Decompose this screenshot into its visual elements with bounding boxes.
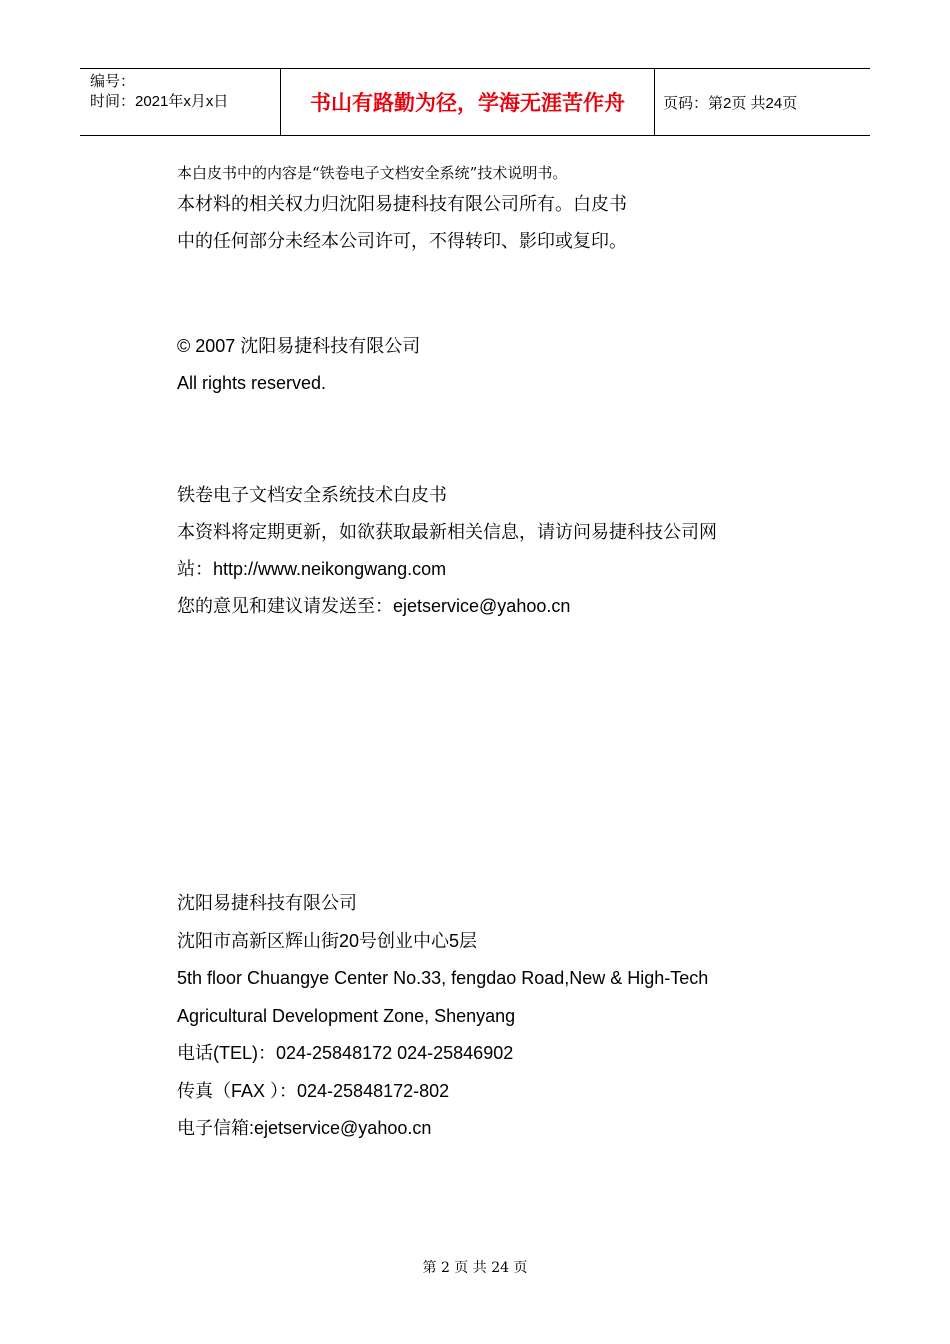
product-title: 铁卷电子文档安全系统技术白皮书 [177,485,447,506]
company-section [177,885,708,1148]
company-email: 电子信箱:ejetservice@yahoo.cn [177,1118,432,1138]
intro-line-1: 本白皮书中的内容是“铁卷电子文档安全系统”技术说明书。 [177,164,568,182]
copyright-section [177,328,420,402]
doc-number-label: 编号： [90,73,136,90]
intro-line-2: 本材料的相关权力归沈阳易捷科技有限公司所有。白皮书 [177,194,627,215]
doc-time-label: 时间：2021年x月x日 [90,93,229,110]
header-page-info: 页码：第2页 共24页 [663,94,798,112]
company-address-en-1: 5th floor Chuangye Center No.33, fengdao Road,New & High-Tech [177,968,709,988]
update-line-2: 站：http://www.neikongwang.com [177,559,447,579]
company-fax: 传真（FAX ）：024-25848172-802 [177,1080,450,1101]
update-line-1: 本资料将定期更新，如欲获取最新相关信息，请访问易捷科技公司网 [177,522,717,543]
header-meta [80,69,281,135]
company-address-cn: 沈阳市高新区辉山街20号创业中心5层 [177,930,478,951]
company-name: 沈阳易捷科技有限公司 [177,893,357,914]
company-tel: 电话(TEL)：024-25848172 024-25846902 [177,1043,514,1063]
page-footer: 第 2 页 共 24 页 [422,1260,528,1276]
header-motto: 书山有路勤为径，学海无涯苦作舟 [281,69,655,135]
copyright-line: © 2007 沈阳易捷科技有限公司 [177,336,421,356]
rights-reserved-line: All rights reserved. [177,373,327,393]
company-address-en-2: Agricultural Development Zone, Shenyang [177,1005,516,1026]
page-header [80,68,870,136]
product-section [177,477,717,625]
feedback-line: 您的意见和建议请发送至：ejetservice@yahoo.cn [177,596,571,616]
intro-line-3: 中的任何部分未经本公司许可，不得转印、影印或复印。 [177,231,627,252]
intro-section [177,160,627,260]
